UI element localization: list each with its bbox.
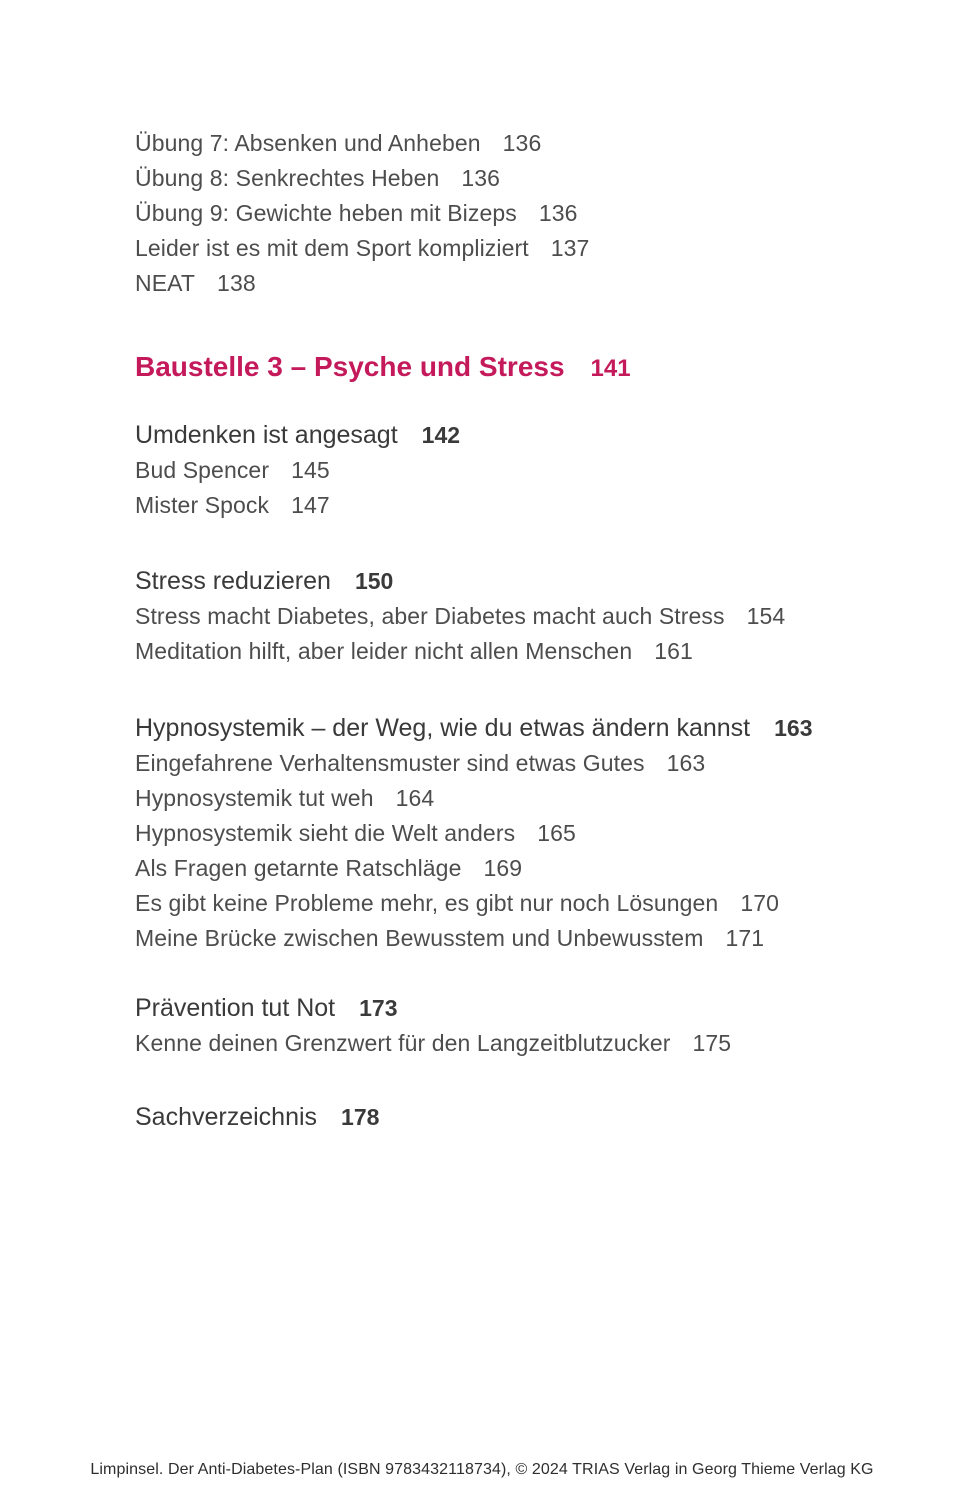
copyright-footer: Limpinsel. Der Anti-Diabetes-Plan (ISBN 9783432118734), © 2024 TRIAS Verlag in Georg Thieme Verlag KG [90, 1461, 874, 1478]
toc-entry [135, 231, 914, 266]
toc-entry [135, 453, 914, 488]
chapter-heading-page: 141 [590, 355, 631, 382]
section-heading [135, 710, 914, 746]
toc-entry [135, 746, 914, 781]
section-heading-label: Hypnosystemik – der Weg, wie du etwas ändern kannst [135, 714, 751, 742]
toc-entry-page: 170 [740, 890, 779, 916]
chapter-heading-label: Baustelle 3 – Psyche und Stress [135, 351, 565, 382]
toc-entry [135, 1026, 914, 1061]
toc-entry-page: 137 [550, 235, 590, 261]
toc-entry-page: 145 [291, 457, 330, 483]
toc-entry [135, 816, 914, 851]
toc-entry-page: 138 [217, 270, 256, 296]
toc-entry [135, 126, 914, 161]
toc-entry-page: 136 [538, 200, 578, 226]
toc-entry [135, 599, 914, 634]
toc-entry-page: 175 [692, 1030, 732, 1056]
section-heading-page: 178 [341, 1104, 380, 1130]
toc-entry-label: Stress macht Diabetes, aber Diabetes macht auch Stress [135, 603, 725, 629]
toc-entry-label: NEAT [135, 270, 196, 296]
section-heading [135, 990, 914, 1026]
section-heading [135, 1099, 914, 1135]
toc-entry-page: 163 [666, 750, 706, 776]
section-heading-page: 173 [359, 995, 398, 1021]
section-heading-label: Stress reduzieren [135, 567, 331, 595]
toc-content [135, 126, 914, 1135]
toc-entry-page: 169 [483, 855, 523, 881]
toc-entry-label: Als Fragen getarnte Ratschläge [135, 855, 462, 881]
toc-entry-label: Meine Brücke zwischen Bewusstem und Unbewusstem [135, 925, 704, 951]
toc-entry [135, 634, 914, 669]
toc-entry-page: 165 [537, 820, 576, 846]
toc-entry [135, 921, 914, 956]
toc-entry [135, 196, 914, 231]
toc-entry-label: Kenne deinen Grenzwert für den Langzeitblutzucker [135, 1030, 671, 1056]
section-heading [135, 563, 914, 599]
chapter-heading [135, 347, 914, 389]
toc-section [135, 417, 914, 523]
toc-entry-label: Hypnosystemik sieht die Welt anders [135, 820, 516, 846]
section-heading-label: Sachverzeichnis [135, 1103, 318, 1131]
toc-entry [135, 161, 914, 196]
section-heading-page: 142 [421, 422, 461, 448]
section-heading-page: 163 [774, 715, 813, 741]
toc-section [135, 990, 914, 1061]
toc-entry-page: 154 [746, 603, 786, 629]
toc-entry-label: Bud Spencer [135, 457, 270, 483]
toc-entry-label: Übung 8: Senkrechtes Heben [135, 165, 440, 191]
toc-entry-page: 171 [725, 925, 765, 951]
toc-entry-label: Mister Spock [135, 492, 270, 518]
section-heading-page: 150 [354, 568, 394, 594]
toc-section [135, 563, 914, 669]
toc-entry-page: 147 [291, 492, 330, 518]
toc-entry-page: 136 [461, 165, 501, 191]
toc-entry-page: 161 [654, 638, 693, 664]
toc-entry-label: Meditation hilft, aber leider nicht allen Menschen [135, 638, 633, 664]
toc-entry [135, 781, 914, 816]
toc-entry-label: Übung 9: Gewichte heben mit Bizeps [135, 200, 517, 226]
toc-entry [135, 851, 914, 886]
toc-entry-label: Leider ist es mit dem Sport kompliziert [135, 235, 529, 261]
toc-section [135, 1099, 914, 1135]
toc-entry-label: Übung 7: Absenken und Anheben [135, 130, 481, 156]
section-heading-label: Prävention tut Not [135, 994, 336, 1022]
toc-entry-page: 164 [395, 785, 435, 811]
section-heading-label: Umdenken ist angesagt [135, 421, 398, 449]
section-heading [135, 417, 914, 453]
toc-entry-label: Eingefahrene Verhaltensmuster sind etwas Gutes [135, 750, 645, 776]
toc-entry [135, 886, 914, 921]
toc-leading-group [135, 126, 914, 301]
toc-entry [135, 488, 914, 523]
toc-section [135, 710, 914, 956]
toc-entry [135, 266, 914, 301]
toc-entry-page: 136 [502, 130, 542, 156]
toc-entry-label: Hypnosystemik tut weh [135, 785, 374, 811]
toc-entry-label: Es gibt keine Probleme mehr, es gibt nur noch Lösungen [135, 890, 719, 916]
